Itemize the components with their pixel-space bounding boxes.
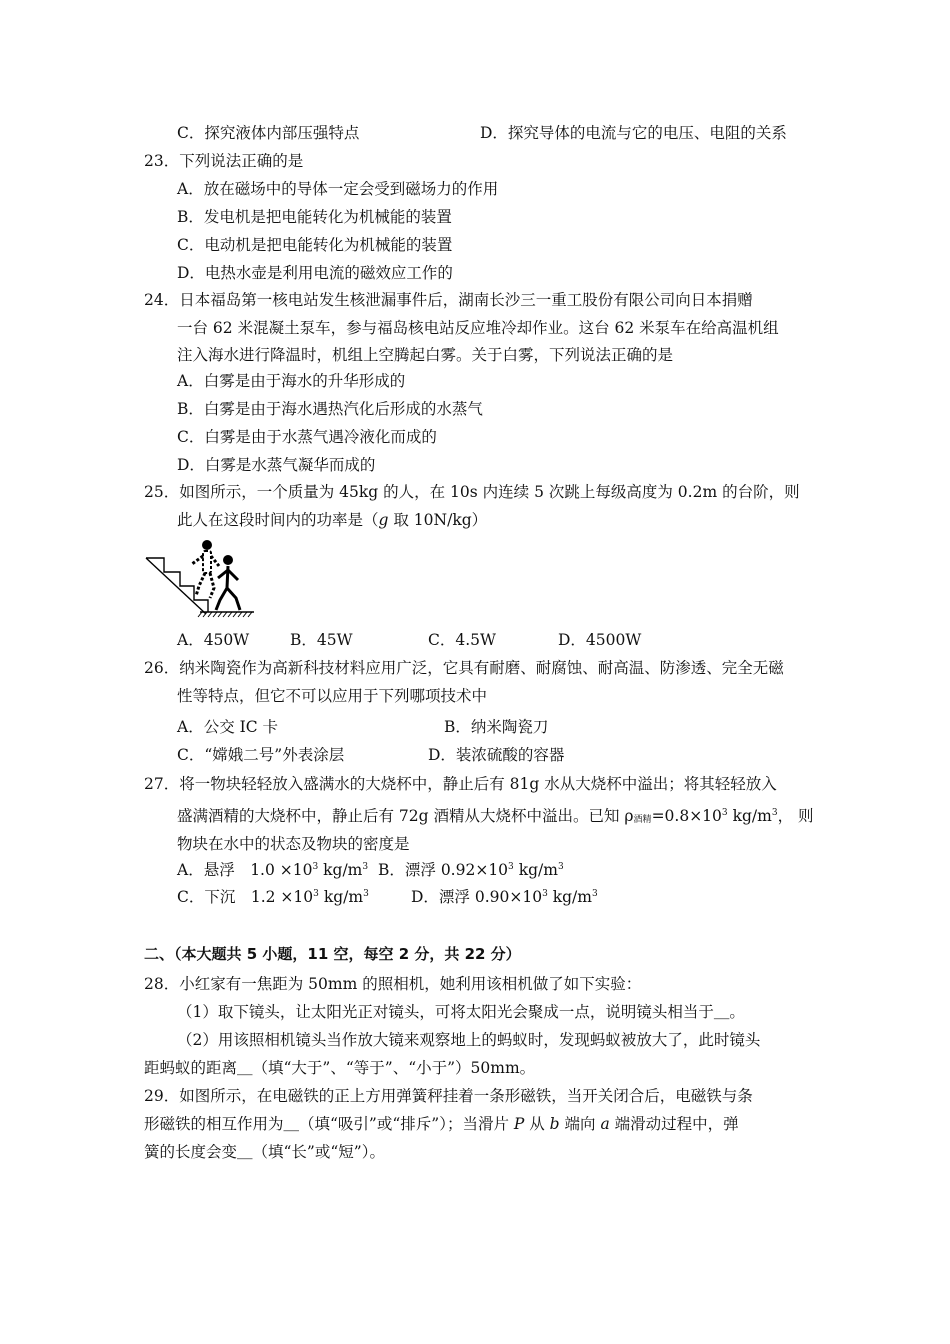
- q28-part1: （1）取下镜头，让太阳光正对镜头，可将太阳光会聚成一点，说明镜头相当于＿。: [177, 1003, 745, 1021]
- q23-option-d: D．电热水壶是利用电流的磁效应工作的: [177, 264, 453, 282]
- q27-option-b: B．漂浮 $0.92\times 10^3$ $kg/m^3$: [378, 861, 564, 879]
- q26-option-c: C．“嫦娥二号”外表涂层: [177, 746, 345, 764]
- q24-stem-line1: 24．日本福岛第一核电站发生核泄漏事件后，湖南长沙三一重工股份有限公司向日本捐赠: [144, 291, 753, 309]
- q23-option-a: A．放在磁场中的导体一定会受到磁场力的作用: [177, 180, 499, 198]
- q23-option-b: B．发电机是把电能转化为机械能的装置: [177, 208, 452, 226]
- q26-option-b: B．纳米陶瓷刀: [444, 718, 549, 736]
- q22-option-c: C．探究液体内部压强特点: [177, 124, 360, 142]
- q29-stem-line1: 29．如图所示，在电磁铁的正上方用弹簧秤挂着一条形磁铁，当开关闭合后，电磁铁与条: [144, 1087, 753, 1105]
- q27-option-a: A．悬浮 $1.0 \times 10^3$ $kg/m^3$: [177, 861, 369, 879]
- q23-stem: 23．下列说法正确的是: [144, 152, 304, 170]
- q28-stem: 28．小红家有一焦距为 50mm 的照相机，她利用该相机做了如下实验：: [144, 975, 642, 993]
- q28-part2: （2）用该照相机镜头当作放大镜来观察地上的蚂蚁时，发现蚂蚁被放大了，此时镜头: [177, 1031, 761, 1049]
- q27-stem-line2: 盛满酒精的大烧杯中，静止后有 72g 酒精从大烧杯中溢出。已知 $\rho_{酒精}=0.8\times 10^3$ $kg/m^3$， 则: [177, 807, 814, 825]
- q24-stem-line3: 注入海水进行降温时，机组上空腾起白雾。关于白雾，下列说法正确的是: [177, 346, 674, 364]
- q25-option-b: B．45W: [290, 631, 353, 649]
- q24-stem-line2: 一台 62 米混凝土泵车，参与福岛核电站反应堆冷却作业。这台 62 米泵车在给高温机组: [177, 319, 779, 337]
- q26-stem-line2: 性等特点，但它不可以应用于下列哪项技术中: [177, 687, 488, 705]
- q27-stem-line3: 物块在水中的状态及物块的密度是: [177, 835, 410, 853]
- q27-option-d: D．漂浮 $0.90\times 10^3$ $kg/m^3$: [411, 888, 598, 906]
- q25-option-d: D．4500W: [558, 631, 642, 649]
- section-2-heading: 二、（本大题共 5 小题，11 空，每空 2 分，共 22 分）: [144, 945, 521, 963]
- q28-part2-cont: 距蚂蚁的距离＿（填“大于”、“等于”、“小于”）50mm。: [144, 1059, 536, 1077]
- q27-stem-line1: 27．将一物块轻轻放入盛满水的大烧杯中，静止后有 81g 水从大烧杯中溢出；将其轻轻放入: [144, 775, 777, 793]
- q26-stem-line1: 26．纳米陶瓷作为高新科技材料应用广泛，它具有耐磨、耐腐蚀、耐高温、防渗透、完全无磁: [144, 659, 784, 677]
- q26-option-d: D．装浓硫酸的容器: [428, 746, 565, 764]
- q25-option-c: C．4.5W: [428, 631, 496, 649]
- q26-option-a: A．公交 IC 卡: [177, 718, 279, 736]
- q22-option-d: D．探究导体的电流与它的电压、电阻的关系: [480, 124, 787, 142]
- q24-option-c: C．白雾是由于水蒸气遇冷液化而成的: [177, 428, 437, 446]
- q24-option-b: B．白雾是由于海水遇热汽化后形成的水蒸气: [177, 400, 483, 418]
- q29-stem-line2: 形磁铁的相互作用为＿（填“吸引”或“排斥”）；当滑片 P 从 b 端向 a 端滑动过程中，弹: [144, 1115, 739, 1133]
- q29-stem-line3: 簧的长度会变＿（填“长”或“短”）。: [144, 1143, 385, 1161]
- q24-option-d: D．白雾是水蒸气凝华而成的: [177, 456, 376, 474]
- stairs-figure: [144, 538, 256, 618]
- q27-option-c: C．下沉 $1.2 \times 10^3$ $kg/m^3$: [177, 888, 369, 906]
- q25-stem-line1: 25．如图所示，一个质量为 45kg 的人，在 10s 内连续 5 次跳上每级高度为 0.2m 的台阶，则: [144, 483, 800, 501]
- q25-stem-line2: 此人在这段时间内的功率是（g 取 10N/kg）: [177, 511, 488, 529]
- q25-option-a: A．450W: [177, 631, 250, 649]
- q23-option-c: C．电动机是把电能转化为机械能的装置: [177, 236, 453, 254]
- q24-option-a: A．白雾是由于海水的升华形成的: [177, 372, 406, 390]
